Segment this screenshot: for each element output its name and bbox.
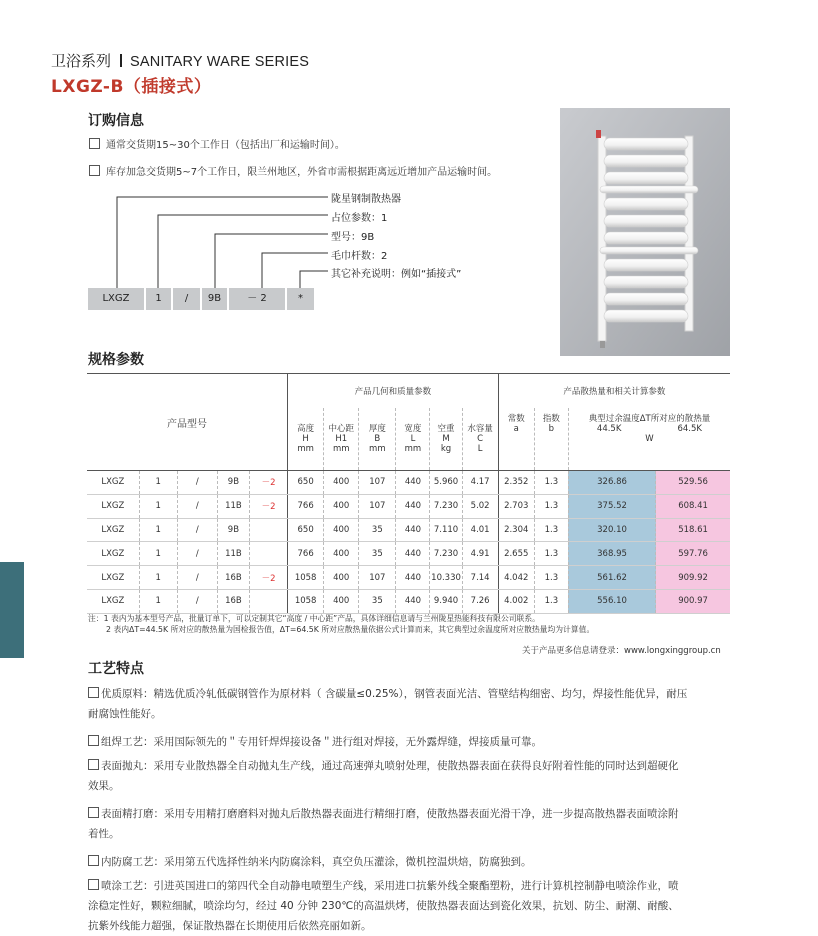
model-cell: －2 bbox=[249, 471, 287, 495]
model-title: LXGZ-B（插接式） bbox=[51, 77, 212, 97]
craft-text: 涂稳定性好，颗粒细腻，喷涂均匀，经过 40 分钟 230℃的高温烘烤，使散热器表面达到瓷化效果，抗划、防尘、耐潮、耐酸、 bbox=[88, 900, 679, 912]
craft-item bbox=[88, 876, 679, 936]
value-cell: 2.304 bbox=[498, 518, 534, 542]
value-cell: 2.703 bbox=[498, 494, 534, 518]
value-cell: 440 bbox=[396, 542, 430, 566]
value-cell: 440 bbox=[396, 471, 430, 495]
value-cell: 4.002 bbox=[498, 589, 534, 613]
more-info-link[interactable]: 关于产品更多信息请登录：www.longxinggroup.cn bbox=[522, 646, 721, 656]
value-cell: 7.230 bbox=[430, 542, 462, 566]
value-cell: 400 bbox=[324, 589, 359, 613]
col-header: 指数 b bbox=[534, 408, 568, 471]
value-cell: 400 bbox=[324, 518, 359, 542]
col-header: 空重 M kg bbox=[430, 408, 462, 471]
radiator-photo bbox=[560, 108, 730, 356]
model-cell: －2 bbox=[249, 494, 287, 518]
value-cell: 7.110 bbox=[430, 518, 462, 542]
value-cell: 35 bbox=[359, 518, 396, 542]
value-cell: 4.91 bbox=[462, 542, 498, 566]
craft-text: 抗紫外线能力超强，保证散热器在长期使用后依然亮丽如新。 bbox=[88, 920, 372, 932]
value-cell: 7.14 bbox=[462, 566, 498, 590]
value-cell: 2.655 bbox=[498, 542, 534, 566]
craft-text: 效果。 bbox=[88, 780, 120, 792]
table-note-1: 注：1 表内为基本型号产品，批量订单下，可以定制其它“高度 / 中心距”产品，具体详细信息请与兰州陇星热能科技有限公司联系。 bbox=[88, 614, 540, 623]
checkbox-icon bbox=[88, 759, 99, 770]
ordering-item: 库存加急交货期5~7个工作日，限兰州地区，外省市需根据距离远近增加产品运输时间。 bbox=[89, 165, 497, 180]
value-cell: 1.3 bbox=[534, 542, 568, 566]
checkbox-icon bbox=[88, 879, 99, 890]
value-cell: 529.56 bbox=[656, 471, 730, 495]
model-cell: －2 bbox=[249, 566, 287, 590]
col-header: 厚度 B mm bbox=[359, 408, 396, 471]
value-cell: 440 bbox=[396, 566, 430, 590]
value-cell: 5.02 bbox=[462, 494, 498, 518]
value-cell: 35 bbox=[359, 589, 396, 613]
model-cell: / bbox=[177, 566, 217, 590]
heat-unit: W bbox=[645, 434, 654, 444]
col-header: 宽度 L mm bbox=[396, 408, 430, 471]
model-cell: / bbox=[177, 471, 217, 495]
table-row bbox=[87, 589, 730, 613]
value-cell: 375.52 bbox=[568, 494, 655, 518]
model-cell bbox=[249, 542, 287, 566]
checkbox-icon bbox=[88, 735, 99, 746]
model-cell: LXGZ bbox=[87, 518, 139, 542]
value-cell: 107 bbox=[359, 471, 396, 495]
table-row bbox=[87, 542, 730, 566]
craft-text: 组焊工艺：采用国际领先的＂专用钎焊焊接设备＂进行组对焊接，无外露焊缝，焊接质量可靠。 bbox=[101, 736, 542, 748]
craft-item bbox=[88, 684, 687, 724]
checkbox-icon bbox=[88, 807, 99, 818]
craft-item bbox=[88, 804, 679, 844]
model-cell: 1 bbox=[139, 518, 177, 542]
value-cell: 608.41 bbox=[656, 494, 730, 518]
craft-text: 表面精打磨：采用专用精打磨磨料对抛丸后散热器表面进行精细打磨，使散热器表面光滑干净，进一步提高散热器表面喷涂附 bbox=[101, 808, 679, 820]
value-cell: 766 bbox=[288, 542, 324, 566]
code-cell: 1 bbox=[146, 288, 171, 310]
craft-title: 工艺特点 bbox=[88, 661, 144, 677]
craft-item bbox=[88, 756, 679, 796]
model-cell: 1 bbox=[139, 566, 177, 590]
value-cell: 900.97 bbox=[656, 589, 730, 613]
craft-text: 着性。 bbox=[88, 828, 120, 840]
model-cell: LXGZ bbox=[87, 589, 139, 613]
value-cell: 9.940 bbox=[430, 589, 462, 613]
heat-k2: 64.5K bbox=[677, 424, 702, 434]
craft-text: 优质原料：精选优质冷轧低碳钢管作为原材料（ 含碳量≤0.25%），钢管表面光洁、管壁结构细密、均匀，焊接性能优异，耐压 bbox=[101, 688, 688, 700]
value-cell: 400 bbox=[324, 542, 359, 566]
model-cell bbox=[249, 589, 287, 613]
value-cell: 2.352 bbox=[498, 471, 534, 495]
model-cell: / bbox=[177, 494, 217, 518]
geometry-group-header: 产品几何和质量参数 bbox=[288, 374, 499, 409]
value-cell: 1.3 bbox=[534, 589, 568, 613]
value-cell: 1058 bbox=[288, 589, 324, 613]
table-row bbox=[87, 566, 730, 590]
model-cell: 11B bbox=[217, 542, 249, 566]
side-tab bbox=[0, 562, 24, 658]
value-cell: 400 bbox=[324, 471, 359, 495]
model-cell: LXGZ bbox=[87, 542, 139, 566]
value-cell: 368.95 bbox=[568, 542, 655, 566]
model-cell: 16B bbox=[217, 566, 249, 590]
model-cell: LXGZ bbox=[87, 471, 139, 495]
series-en: SANITARY WARE SERIES bbox=[130, 54, 310, 70]
value-cell: 597.76 bbox=[656, 542, 730, 566]
checkbox-icon bbox=[88, 687, 99, 698]
ordering-item: 通常交货期15~30个工作日（包括出厂和运输时间）。 bbox=[89, 138, 345, 153]
craft-text: 内防腐工艺：采用第五代选择性纳米内防腐涂料，真空负压灌涂，微机控温烘焙，防腐独到。 bbox=[101, 856, 532, 868]
ordering-title: 订购信息 bbox=[88, 113, 144, 129]
col-product-header: 产品型号 bbox=[87, 374, 288, 471]
code-cell: / bbox=[173, 288, 200, 310]
value-cell: 4.01 bbox=[462, 518, 498, 542]
table-note-2: 2 表内ΔT=44.5K 所对应的散热量为国检报告值，ΔT=64.5K 所对应散热量依据公式计算而来，其它典型过余温度所对应散热量均为计算值。 bbox=[106, 625, 595, 634]
code-cell: LXGZ bbox=[88, 288, 144, 310]
col-header: 中心距 H1 mm bbox=[324, 408, 359, 471]
checkbox-icon bbox=[88, 855, 99, 866]
value-cell: 400 bbox=[324, 566, 359, 590]
value-cell: 1.3 bbox=[534, 471, 568, 495]
model-cell: / bbox=[177, 542, 217, 566]
value-cell: 518.61 bbox=[656, 518, 730, 542]
value-cell: 440 bbox=[396, 494, 430, 518]
value-cell: 10.330 bbox=[430, 566, 462, 590]
value-cell: 1.3 bbox=[534, 518, 568, 542]
model-cell: LXGZ bbox=[87, 494, 139, 518]
craft-item bbox=[88, 732, 542, 752]
value-cell: 1.3 bbox=[534, 494, 568, 518]
craft-item bbox=[88, 852, 532, 872]
col-header: 水容量 C L bbox=[462, 408, 498, 471]
model-cell: / bbox=[177, 589, 217, 613]
series-cn: 卫浴系列 bbox=[51, 52, 112, 70]
model-cell: 16B bbox=[217, 589, 249, 613]
model-cell: LXGZ bbox=[87, 566, 139, 590]
heat-header-title: 典型过余温度ΔT所对应的散热量 bbox=[588, 414, 711, 424]
code-cell: 9B bbox=[202, 288, 227, 310]
value-cell: 4.17 bbox=[462, 471, 498, 495]
col-header: 高度 H mm bbox=[288, 408, 324, 471]
heat-header bbox=[568, 408, 730, 471]
model-cell: 9B bbox=[217, 471, 249, 495]
heat-k1: 44.5K bbox=[596, 424, 622, 434]
value-cell: 1.3 bbox=[534, 566, 568, 590]
value-cell: 1058 bbox=[288, 566, 324, 590]
value-cell: 556.10 bbox=[568, 589, 655, 613]
code-cell: * bbox=[287, 288, 314, 310]
model-cell: 1 bbox=[139, 542, 177, 566]
code-label: 占位参数：1 bbox=[331, 213, 388, 224]
table-row bbox=[87, 471, 730, 495]
col-header: 常数 a bbox=[498, 408, 534, 471]
model-cell: 1 bbox=[139, 494, 177, 518]
heat-group-header: 产品散热量和相关计算参数 bbox=[498, 374, 730, 409]
value-cell: 5.960 bbox=[430, 471, 462, 495]
value-cell: 440 bbox=[396, 589, 430, 613]
value-cell: 7.230 bbox=[430, 494, 462, 518]
code-label: 陇星钢制散热器 bbox=[331, 194, 401, 205]
code-label: 其它补充说明：例如“插接式” bbox=[331, 269, 462, 280]
value-cell: 320.10 bbox=[568, 518, 655, 542]
value-cell: 561.62 bbox=[568, 566, 655, 590]
table-row bbox=[87, 518, 730, 542]
model-cell: 1 bbox=[139, 471, 177, 495]
table-row bbox=[87, 494, 730, 518]
code-cell: － 2 bbox=[229, 288, 285, 310]
model-cell: 9B bbox=[217, 518, 249, 542]
towel-radiator-image bbox=[560, 108, 730, 356]
value-cell: 766 bbox=[288, 494, 324, 518]
model-cell: 11B bbox=[217, 494, 249, 518]
spec-title: 规格参数 bbox=[88, 352, 144, 368]
model-cell: / bbox=[177, 518, 217, 542]
value-cell: 326.86 bbox=[568, 471, 655, 495]
value-cell: 107 bbox=[359, 494, 396, 518]
value-cell: 650 bbox=[288, 471, 324, 495]
spec-table bbox=[87, 373, 730, 614]
craft-text: 耐腐蚀性能好。 bbox=[88, 708, 162, 720]
value-cell: 650 bbox=[288, 518, 324, 542]
code-label: 毛巾杆数：2 bbox=[331, 251, 388, 262]
value-cell: 35 bbox=[359, 542, 396, 566]
model-cell: 1 bbox=[139, 589, 177, 613]
model-cell bbox=[249, 518, 287, 542]
craft-text: 表面抛丸：采用专业散热器全自动抛丸生产线，通过高速弹丸喷射处理，使散热器表面在获得良好附着性能的同时达到超硬化 bbox=[101, 760, 679, 772]
craft-text: 喷涂工艺：引进英国进口的第四代全自动静电喷塑生产线，采用进口抗紫外线全聚酯塑粉，进行计算机控制静电喷涂作业，喷 bbox=[101, 880, 679, 892]
value-cell: 440 bbox=[396, 518, 430, 542]
code-label: 型号：9B bbox=[331, 232, 375, 243]
value-cell: 107 bbox=[359, 566, 396, 590]
value-cell: 400 bbox=[324, 494, 359, 518]
value-cell: 7.26 bbox=[462, 589, 498, 613]
value-cell: 4.042 bbox=[498, 566, 534, 590]
value-cell: 909.92 bbox=[656, 566, 730, 590]
